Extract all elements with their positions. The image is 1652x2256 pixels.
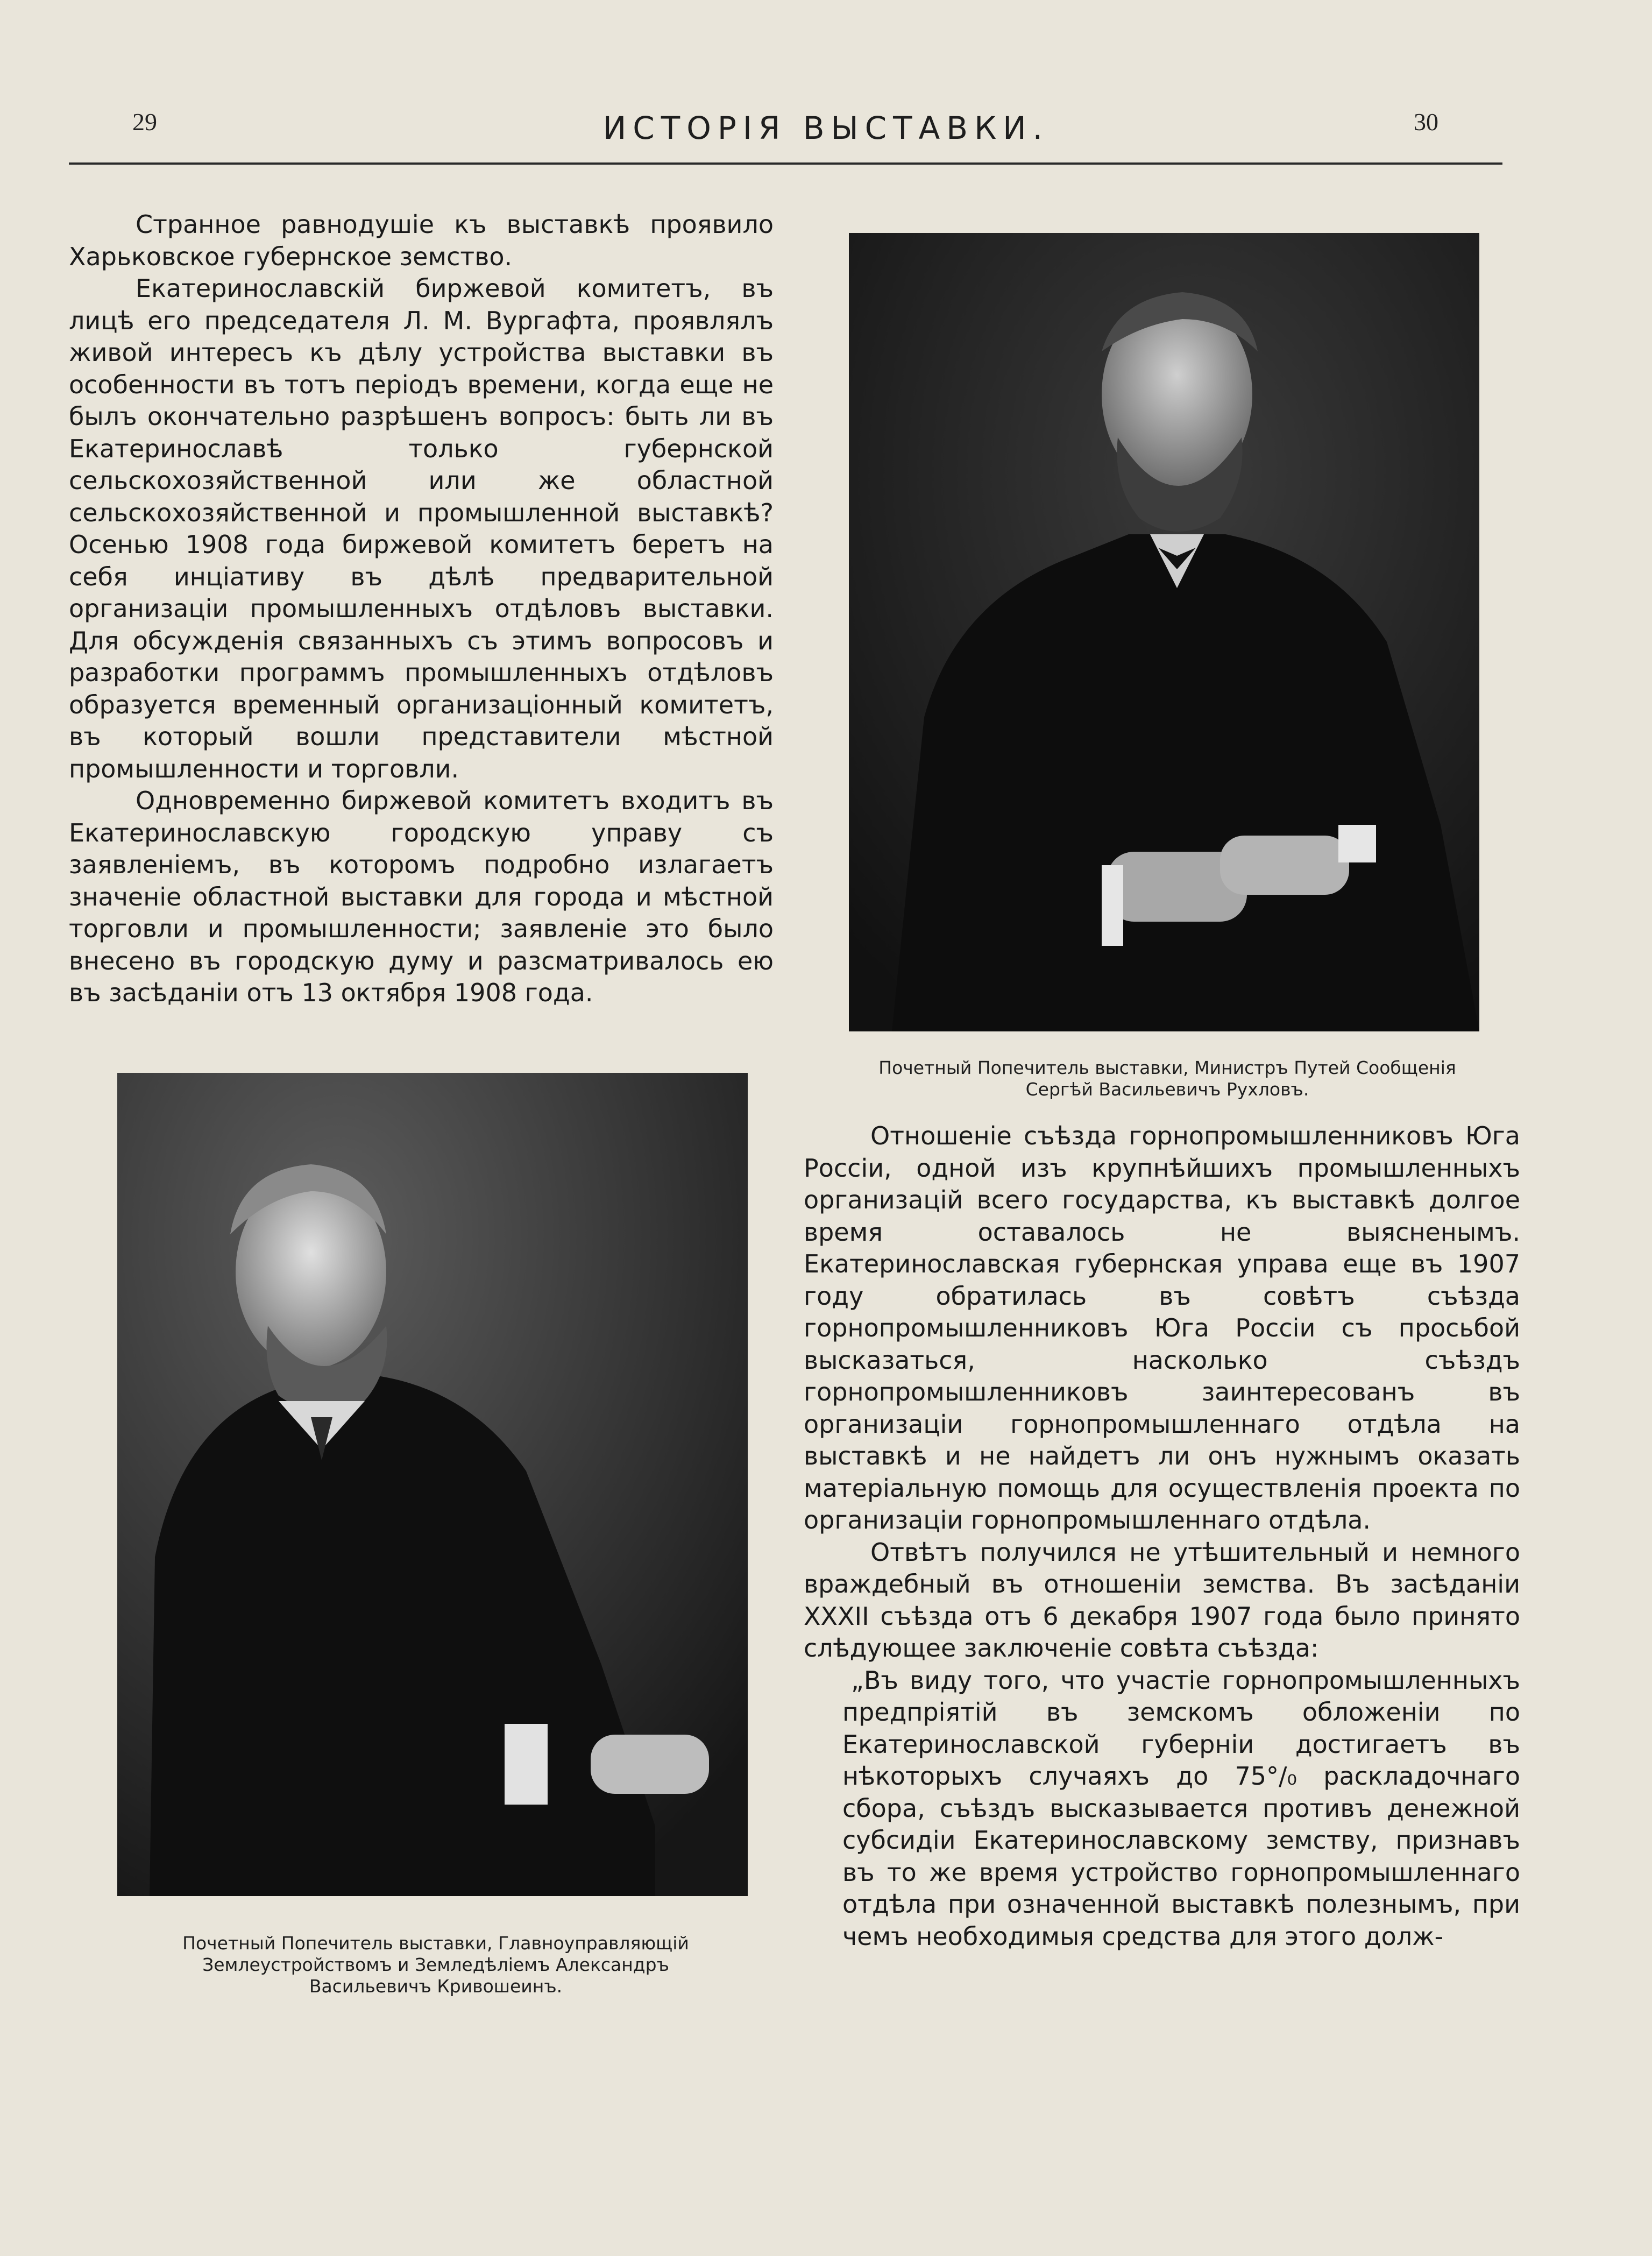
header-rule bbox=[69, 162, 1502, 165]
right-column-text bbox=[804, 1120, 1520, 1953]
portrait-photo-rukhlov bbox=[849, 233, 1479, 1031]
paragraph: Одновременно биржевой комитетъ входитъ въ Екатеринославскую городскую управу съ заявленіемъ, въ которомъ подробно излагаетъ значеніе областной выставки для города и мѣстной торговли и промышленности; заявленіе это было внесено въ городскую думу и разсматривалось ею въ засѣданіи отъ 13 октября 1908 года. bbox=[69, 786, 774, 1007]
caption-line: Почетный Попечитель выставки, Главноуправляющій bbox=[182, 1933, 689, 1954]
caption-line: Васильевичъ Кривошеинъ. bbox=[309, 1976, 563, 1997]
paragraph: Странное равнодушіе къ выставкѣ проявило Харьковское губернское земство. bbox=[69, 210, 774, 271]
page-number-left: 29 bbox=[132, 108, 157, 136]
caption-line: Почетный Попечитель выставки, Министръ Путей Сообщенія bbox=[878, 1057, 1456, 1078]
paragraph: Отвѣтъ получился не утѣшительный и немного враждебный въ отношеніи земства. Въ засѣданіи XXXII съѣзда отъ 6 декабря 1907 года было принято слѣдующее заключеніе совѣта съѣзда: bbox=[804, 1537, 1520, 1663]
paragraph: Отношеніе съѣзда горнопромышленниковъ Юга Россіи, одной изъ крупнѣйшихъ промышленныхъ организацій всего государства, къ выставкѣ долгое время оставалось не выясненымъ. Екатеринославская губернская управа еще въ 1907 году обратилась въ совѣтъ съѣзда горнопромышленниковъ Юга Россіи съ просьбой высказаться, насколько съѣздъ горнопромышленниковъ заинтересованъ въ организаціи горнопромышленнаго отдѣла на выставкѣ и не найдетъ ли онъ нужнымъ оказать матеріальную помощь для осуществленія проекта по организаціи горнопромышленнаго отдѣла. bbox=[804, 1121, 1520, 1534]
quotation: „Въ виду того, что участіе горнопромышленныхъ предпріятій въ земскомъ обложеніи по Екатеринославской губерніи достигаетъ въ нѣкоторыхъ случаяхъ до 75°/₀ раскладочнаго сбора, съѣздъ высказывается противъ денежной субсидіи Екатеринославскому земству, признавъ въ то же время устройство горнопромышленнаго отдѣла при означенной выставкѣ полезнымъ, при чемъ необходимыя средства для этого долж- bbox=[842, 1665, 1520, 1951]
caption-rukhlov bbox=[828, 1057, 1506, 1100]
portrait-krivoshein-image bbox=[117, 1073, 748, 1896]
caption-line: Сергѣй Васильевичъ Рухловъ. bbox=[1025, 1079, 1309, 1100]
portrait-photo-krivoshein bbox=[117, 1073, 748, 1896]
left-column-text bbox=[69, 209, 774, 1009]
page-number-right: 30 bbox=[1414, 108, 1438, 136]
paragraph: Екатеринославскій биржевой комитетъ, въ лицѣ его председателя Л. М. Вургафта, проявлялъ живой интересъ къ дѣлу устройства выставки въ особенности въ тотъ періодъ времени, когда еще не былъ окончательно разрѣшенъ вопросъ: быть ли въ Екатеринославѣ только губернской сельскохозяйственной или же областной сельскохозяйственной и промышленной выставкѣ? Осенью 1908 года биржевой комитетъ беретъ на себя инціативу въ дѣлѣ предварительной организаціи промышленныхъ отдѣловъ выставки. Для обсужденія связанныхъ съ этимъ вопросовъ и разработки программъ промышленныхъ отдѣловъ образуется временный организаціонный комитетъ, въ который вошли представители мѣстной промышленности и торговли. bbox=[69, 274, 774, 783]
caption-krivoshein bbox=[102, 1933, 769, 1997]
running-title: ИСТОРІЯ ВЫСТАВКИ. bbox=[602, 110, 1050, 146]
caption-line: Землеустройствомъ и Земледѣліемъ Александръ bbox=[202, 1954, 669, 1975]
portrait-rukhlov-image bbox=[849, 233, 1479, 1031]
